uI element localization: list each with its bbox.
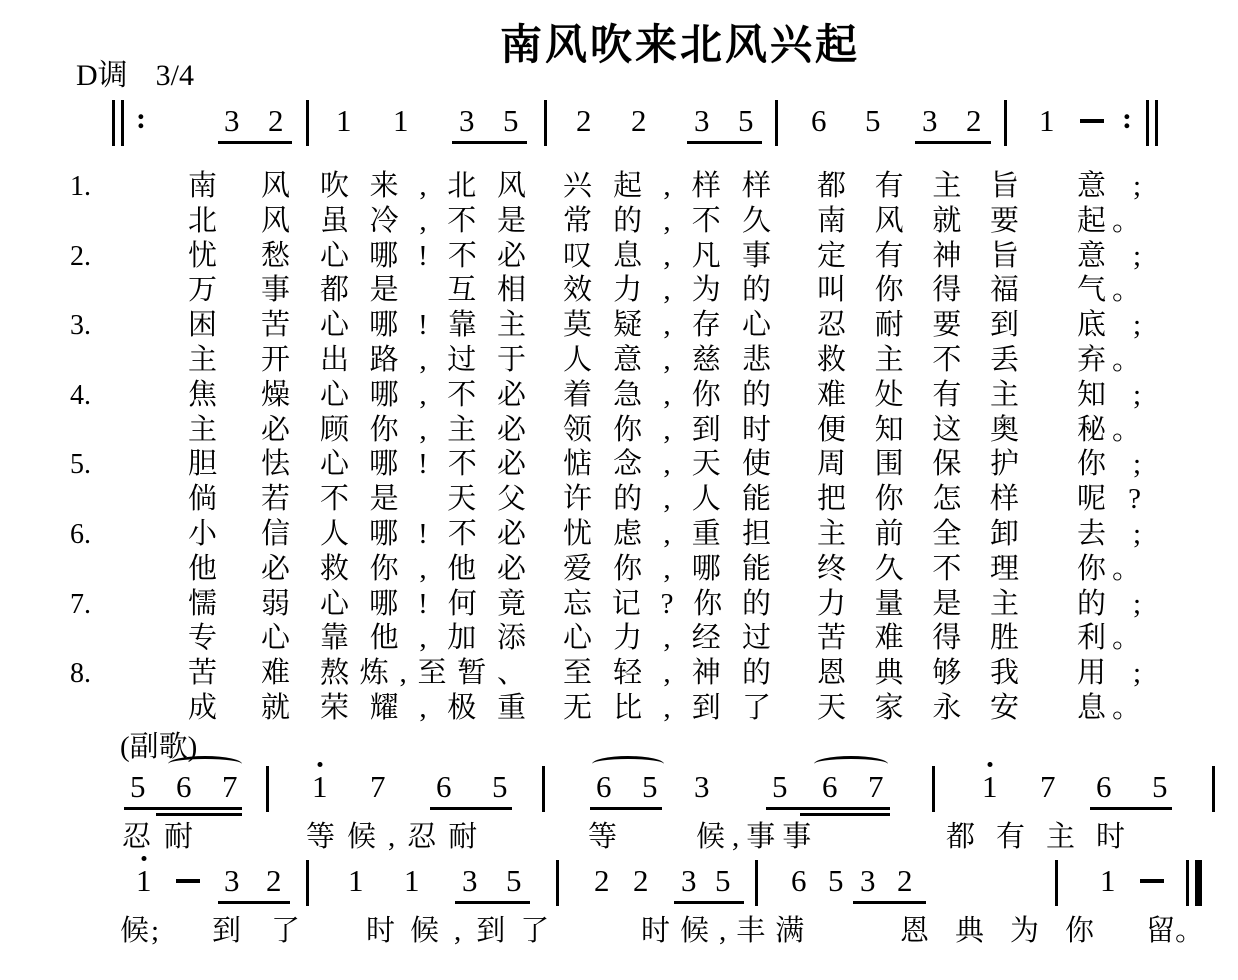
lyric-cell: 倘若	[188, 483, 290, 516]
lyric-cell: 底;	[1077, 309, 1141, 342]
note: 1	[982, 769, 998, 804]
note: 1	[1039, 103, 1055, 138]
note: 1	[136, 863, 152, 898]
lyric-cell: 苦难得胜	[817, 622, 1019, 655]
lyric-cell: 兴起,样样	[563, 170, 771, 202]
note: 5	[1152, 769, 1168, 804]
note: 2	[633, 863, 649, 898]
note: 1	[348, 863, 364, 898]
lyric-cell: 息。	[1077, 692, 1141, 724]
verse-5-line-2	[0, 483, 1238, 517]
barline	[542, 766, 545, 812]
verse-1-line-1	[0, 170, 1238, 204]
note: 3	[462, 863, 478, 898]
beam-underline	[1090, 807, 1172, 810]
lyric-cell: 你。	[1077, 552, 1141, 585]
lyric-cell: 定有神旨	[817, 239, 1019, 272]
chorus-lyric-segment: 等候,忍耐	[306, 821, 490, 853]
verse-number: 6.	[70, 519, 91, 550]
final-barline	[1186, 860, 1204, 906]
lyric-cell: 主开	[188, 344, 290, 376]
note: 5	[738, 103, 754, 138]
lyric-cell: 忍耐要到	[817, 309, 1019, 342]
duration-dash	[1080, 119, 1104, 123]
verse-8-line-2	[0, 692, 1238, 726]
lyric-cell: 无比,到了	[563, 692, 771, 724]
note: 5	[492, 769, 508, 804]
note: 5	[506, 863, 522, 898]
note: 6	[596, 769, 612, 804]
lyric-cell: 人哪!不必	[320, 518, 526, 550]
lyric-cell: 着急,你的	[563, 378, 771, 411]
note: 5	[865, 103, 881, 138]
lyric-cell: 苦难	[188, 657, 290, 690]
chorus-lyric-segment: 都有主时	[946, 821, 1147, 853]
note: 3	[224, 863, 240, 898]
verse-number: 2.	[70, 240, 91, 272]
lyric-cell: 终久不理	[817, 552, 1019, 585]
chorus-melody-line-2	[0, 864, 1238, 916]
chorus-lyric-segment: 忍耐	[122, 821, 207, 853]
lyric-cell: 叹息,凡事	[563, 239, 771, 272]
verse-number: 3.	[70, 310, 91, 342]
lyric-cell: 主必	[188, 413, 290, 446]
verse-6-line-2	[0, 553, 1238, 587]
barline	[1055, 860, 1058, 906]
chorus-lyric-segment: 到了	[212, 915, 331, 947]
lyric-cell: 弃。	[1077, 344, 1141, 376]
note: 1	[1100, 863, 1116, 898]
lyric-cell: 顾你,主必	[320, 413, 526, 446]
barline	[544, 100, 547, 146]
note: 3	[681, 863, 697, 898]
note: 3	[694, 103, 710, 138]
chorus-lyrics-line-2	[0, 914, 1238, 950]
note: 3	[694, 769, 710, 804]
key-signature	[76, 50, 194, 94]
note: 2	[266, 863, 282, 898]
barline	[775, 100, 778, 146]
lyric-cell: 不是 天父	[320, 483, 526, 516]
verse-3-line-1	[0, 309, 1238, 343]
beam-underline-2	[156, 813, 242, 816]
lyric-cell: 把你怎样	[817, 483, 1019, 516]
note: 2	[631, 103, 647, 138]
note: 6	[176, 769, 192, 804]
note: 2	[268, 103, 284, 138]
note: 2	[576, 103, 592, 138]
note: 7	[222, 769, 238, 804]
note: 5	[772, 769, 788, 804]
note: 2	[966, 103, 982, 138]
lyric-cell: 专心	[188, 622, 290, 655]
lyric-cell: 万事	[188, 274, 290, 307]
barline	[1146, 100, 1149, 146]
lyric-cell: 意;	[1077, 170, 1141, 202]
lyric-cell: 许的,人能	[563, 483, 771, 516]
chorus-lyric-segment: 候,事事	[696, 821, 819, 853]
barline	[556, 860, 559, 906]
verse-7-line-1	[0, 588, 1238, 622]
lyric-cell: 气。	[1077, 274, 1141, 307]
lyric-cell: 去;	[1077, 518, 1141, 550]
note: 5	[642, 769, 658, 804]
beam-underline	[590, 807, 662, 810]
verse-2-line-2	[0, 274, 1238, 308]
note: 1	[312, 769, 328, 804]
lyric-cell: 便知这奥	[817, 413, 1019, 446]
lyric-cell: 恩典够我	[817, 657, 1019, 690]
barline	[121, 100, 124, 146]
lyric-cell: 叫你得福	[817, 274, 1019, 307]
slur-arc	[168, 756, 242, 772]
lyric-cell: 熬炼,至暂、	[320, 657, 526, 690]
lyric-cell: 心哪!何竟	[320, 587, 526, 620]
beam-underline-2	[800, 813, 890, 816]
lyric-cell: 难处有主	[817, 378, 1019, 411]
verse-5-line-1	[0, 448, 1238, 482]
beam-underline	[124, 807, 242, 810]
beam-underline	[915, 141, 991, 144]
note: 2	[594, 863, 610, 898]
barline	[1004, 100, 1007, 146]
beam-underline	[218, 141, 292, 144]
repeat-dots-symbol: :	[136, 102, 146, 135]
verse-7-line-2	[0, 622, 1238, 656]
lyric-cell: 成就	[188, 692, 290, 724]
barline	[1155, 100, 1158, 146]
lyric-cell: 心力,经过	[563, 622, 771, 655]
lyric-cell: 出路,过于	[320, 344, 526, 376]
lyric-cell: 领你,到时	[563, 413, 771, 446]
barline	[1212, 766, 1215, 812]
lyric-cell: 胆怯	[188, 448, 290, 481]
beam-underline	[452, 141, 527, 144]
beam-underline	[853, 901, 926, 904]
note: 1	[393, 103, 409, 138]
lyric-cell: 惦念,天使	[563, 448, 771, 481]
barline	[112, 100, 115, 146]
verse-4-line-1	[0, 379, 1238, 413]
barline	[755, 860, 758, 906]
barline	[306, 100, 309, 146]
note: 3	[922, 103, 938, 138]
verse-3-line-2	[0, 344, 1238, 378]
verse-number: 7.	[70, 588, 91, 620]
lyric-cell: 都是 互相	[320, 274, 526, 307]
slur-arc	[814, 756, 888, 772]
note: 7	[1040, 769, 1056, 804]
beam-underline	[455, 901, 530, 904]
duration-dash	[176, 879, 200, 883]
lyric-cell: 困苦	[188, 309, 290, 342]
note: 6	[436, 769, 452, 804]
lyric-cell: 虽冷,不是	[320, 204, 526, 237]
chorus-lyric-segment: 留。	[1146, 915, 1205, 947]
note: 2	[897, 863, 913, 898]
lyric-cell: 北风	[188, 204, 290, 237]
verse-number: 4.	[70, 379, 91, 411]
lyric-cell: 呢?	[1077, 483, 1141, 516]
lyric-cell: 靠他,加添	[320, 622, 526, 655]
note: 6	[822, 769, 838, 804]
lyric-cell: 利。	[1077, 622, 1141, 655]
beam-underline	[218, 901, 290, 904]
song-title: 南风吹来北风兴起	[500, 23, 861, 69]
lyric-cell: 心哪,不必	[320, 378, 526, 411]
chorus-lyrics-line-1	[0, 820, 1238, 856]
verse-2-line-1	[0, 240, 1238, 274]
verse-number: 1.	[70, 171, 91, 202]
lyric-cell: 常的,不久	[563, 204, 771, 237]
verse-6-line-1	[0, 518, 1238, 552]
note: 5	[130, 769, 146, 804]
lyric-cell: 的;	[1077, 587, 1141, 620]
lyric-cell: 南风就要	[817, 204, 1019, 237]
chorus-lyric-segment: 恩典为你	[900, 915, 1121, 947]
lyric-cell: 周围保护	[817, 448, 1019, 481]
lyric-cell: 救你,他必	[320, 552, 526, 585]
lyric-cell: 心哪!不必	[320, 239, 526, 272]
note: 5	[503, 103, 519, 138]
note: 5	[715, 863, 731, 898]
verse-4-line-2	[0, 414, 1238, 448]
beam-underline	[430, 807, 512, 810]
lyric-cell: 你;	[1077, 448, 1141, 481]
lyric-cell: 天家永安	[817, 692, 1019, 724]
lyric-cell: 效力,为的	[563, 274, 771, 307]
lyric-cell: 力量是主	[817, 587, 1019, 620]
melody-line	[0, 104, 1238, 156]
lyric-cell: 人意,慈悲	[563, 344, 771, 376]
chorus-lyric-segment: 时候,丰满	[641, 915, 815, 947]
verse-number: 8.	[70, 658, 91, 690]
verse-number: 5.	[70, 449, 91, 481]
lyric-cell: 知;	[1077, 378, 1141, 411]
lyric-cell: 主前全卸	[817, 518, 1019, 550]
lyric-cell: 意;	[1077, 239, 1141, 272]
barline	[306, 860, 309, 906]
note: 3	[224, 103, 240, 138]
lyric-cell: 南风	[188, 170, 290, 202]
beam-underline	[687, 141, 762, 144]
lyric-cell: 心哪!不必	[320, 448, 526, 481]
lyric-cell: 莫疑,存心	[563, 309, 771, 342]
repeat-dots-symbol: :	[1122, 102, 1132, 135]
lyric-cell: 起。	[1077, 204, 1141, 237]
note: 3	[860, 863, 876, 898]
note: 7	[370, 769, 386, 804]
lyric-cell: 心哪!靠主	[320, 309, 526, 342]
chorus-lyric-segment: 时候,到了	[366, 915, 565, 947]
lyric-cell: 焦燥	[188, 378, 290, 411]
barline	[932, 766, 935, 812]
note: 5	[828, 863, 844, 898]
lyric-cell: 小信	[188, 518, 290, 550]
lyric-cell: 爱你,哪能	[563, 552, 771, 585]
lyric-cell: 他必	[188, 552, 290, 585]
note: 6	[791, 863, 807, 898]
verse-8-line-1	[0, 657, 1238, 691]
chorus-melody-line-1	[0, 770, 1238, 822]
lyric-cell: 至轻,神的	[563, 657, 771, 690]
key-label: D调	[76, 59, 128, 92]
note: 6	[1096, 769, 1112, 804]
beam-underline	[674, 901, 744, 904]
lyric-cell: 吹来,北风	[320, 170, 526, 202]
lyric-cell: 忘记?你的	[563, 587, 771, 620]
chorus-lyric-segment: 候;	[120, 915, 162, 947]
duration-dash	[1140, 879, 1164, 883]
slur-arc	[592, 756, 664, 772]
lyric-cell: 用;	[1077, 657, 1141, 690]
note: 1	[404, 863, 420, 898]
time-signature: 3/4	[155, 59, 195, 92]
chorus-lyric-segment: 等	[588, 821, 618, 853]
lyric-cell: 懦弱	[188, 587, 290, 620]
lyric-cell: 荣耀,极重	[320, 692, 526, 724]
lyric-cell: 忧愁	[188, 239, 290, 272]
barline	[266, 766, 269, 812]
note: 7	[868, 769, 884, 804]
note: 6	[811, 103, 827, 138]
chorus-label: (副歌)	[120, 731, 198, 763]
beam-underline	[766, 807, 890, 810]
note: 1	[336, 103, 352, 138]
lyric-cell: 秘。	[1077, 413, 1141, 446]
lyric-cell: 忧虑,重担	[563, 518, 771, 550]
lyric-cell: 都有主旨	[817, 170, 1019, 202]
note: 3	[459, 103, 475, 138]
verse-1-line-2	[0, 205, 1238, 239]
lyric-cell: 救主不丢	[817, 344, 1019, 376]
